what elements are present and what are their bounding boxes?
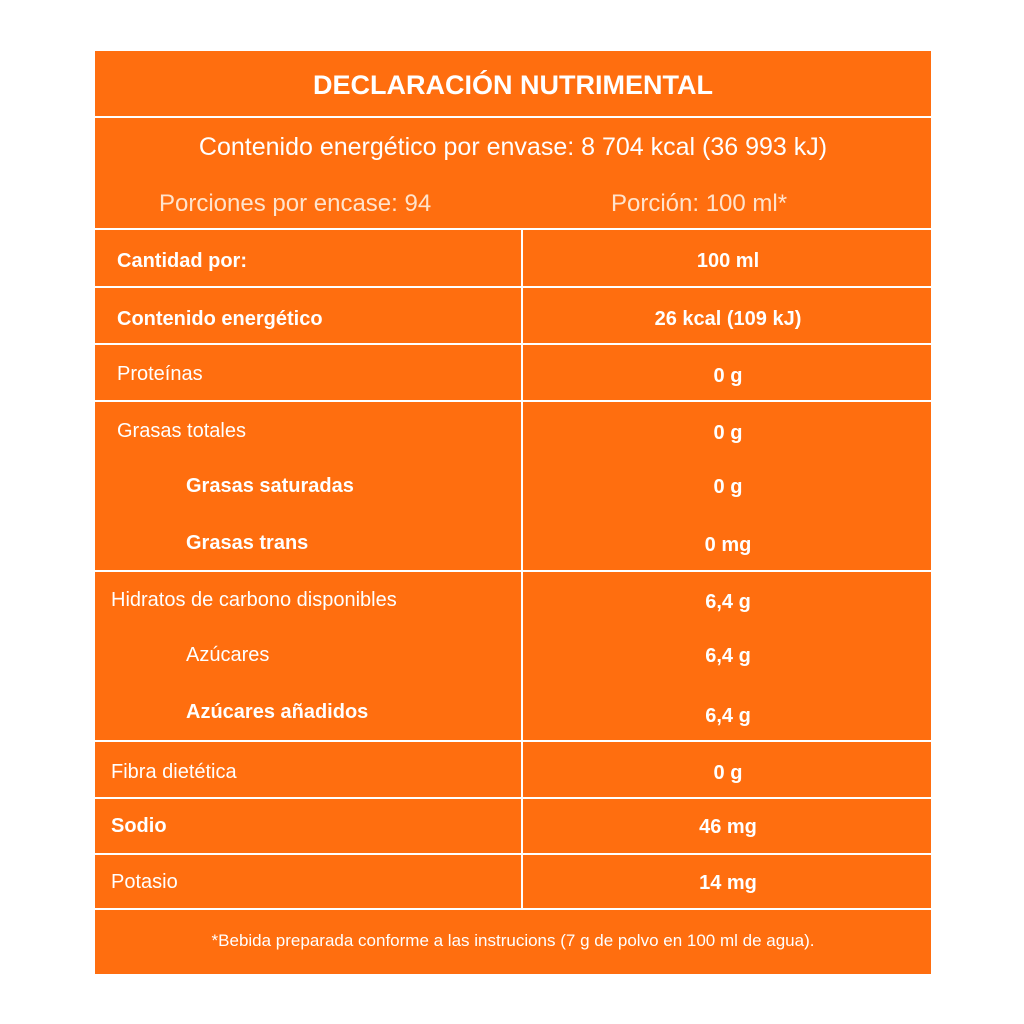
column-header-value: 100 ml [696,250,760,272]
row-value-sodium: 46 mg [699,816,757,838]
energy-per-package: Contenido energético por envase: 8 704 kcal (36 993 kJ) [198,133,828,161]
row-label-energy: Contenido energético [117,308,323,330]
servings-per-package: Porciones por encase: 94 [159,190,432,217]
footnote: *Bebida preparada conforme a las instrucions (7 g de polvo en 100 ml de agua). [211,931,815,950]
divider-row [95,400,931,402]
divider-footnote [95,908,931,910]
row-label-saturated-fat: Grasas saturadas [186,475,354,497]
row-value-protein: 0 g [713,365,743,387]
row-label-fiber: Fibra dietética [111,761,237,783]
row-value-added-sugars: 6,4 g [705,705,751,727]
page-title: DECLARACIÓN NUTRIMENTAL [313,70,713,100]
row-value-potassium: 14 mg [699,872,757,894]
row-label-added-sugars: Azúcares añadidos [186,701,369,723]
divider-row [95,286,931,288]
row-label-potassium: Potasio [111,871,178,893]
row-value-saturated-fat: 0 g [713,476,743,498]
row-value-energy: 26 kcal (109 kJ) [654,308,802,330]
divider-title [95,116,931,118]
row-label-protein: Proteínas [117,363,203,385]
row-value-fiber: 0 g [713,762,743,784]
row-value-total-fat: 0 g [713,422,743,444]
row-label-carbohydrates: Hidratos de carbono disponibles [111,589,397,611]
divider-row [95,570,931,572]
row-label-sodium: Sodio [111,815,167,837]
divider-row [95,740,931,742]
row-label-trans-fat: Grasas trans [186,532,309,554]
serving-size: Porción: 100 ml* [611,190,788,217]
divider-row [95,343,931,345]
divider-row [95,853,931,855]
row-value-sugars: 6,4 g [705,645,751,667]
divider-row [95,797,931,799]
column-header-label: Cantidad por: [117,250,247,272]
row-label-sugars: Azúcares [186,644,270,666]
row-value-carbohydrates: 6,4 g [705,591,751,613]
row-value-trans-fat: 0 mg [704,534,752,556]
nutrition-facts-panel [95,51,931,974]
divider-header [95,228,931,230]
row-label-total-fat: Grasas totales [117,420,246,442]
